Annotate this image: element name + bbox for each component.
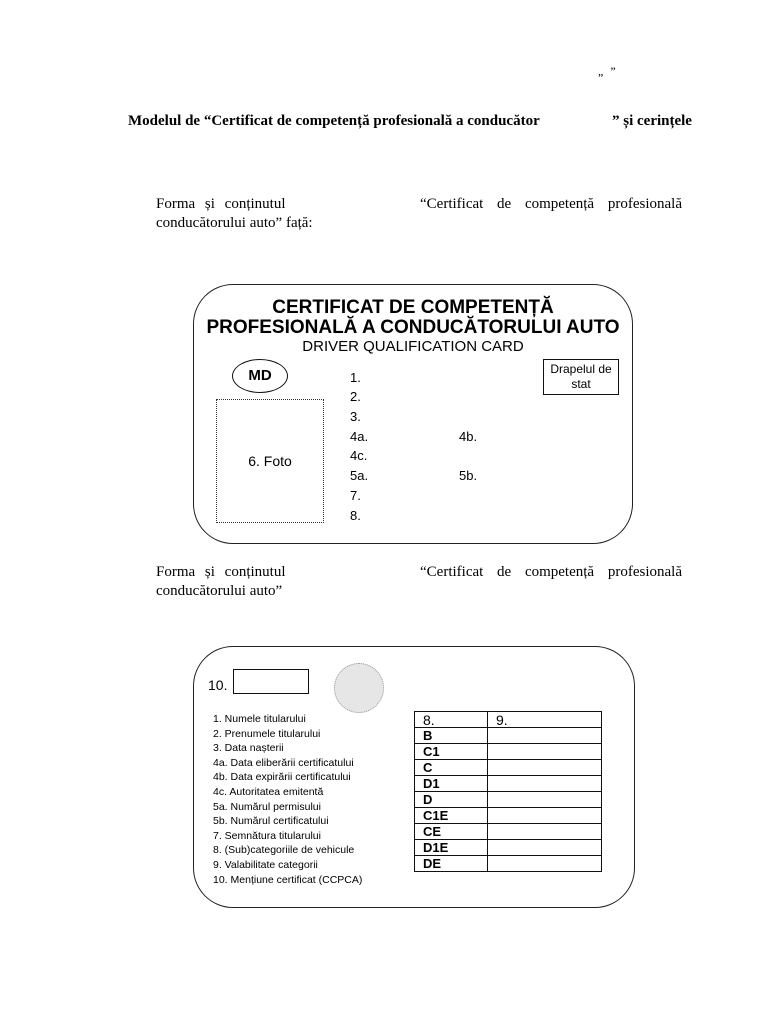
table-header-row: [415, 712, 602, 728]
field-2: 2.: [350, 389, 361, 404]
validity-cell: [488, 840, 602, 856]
category-cell: C1: [415, 744, 488, 760]
table-row: [415, 840, 602, 856]
card-back: [193, 646, 635, 908]
paragraph-front-line2: conducătorului auto” față:: [156, 215, 313, 231]
validity-cell: [488, 744, 602, 760]
field10-label: 10.: [208, 677, 228, 693]
field-4c: 4c.: [350, 448, 368, 463]
stamp-circle: [334, 663, 384, 713]
legend-item: 8. (Sub)categoriile de vehicule: [213, 844, 355, 857]
category-cell: B: [415, 728, 488, 744]
field-4b: 4b.: [459, 429, 478, 444]
validity-cell: [488, 792, 602, 808]
field-1: 1.: [350, 370, 361, 385]
paragraph-back-line1a: Forma și conținutul: [156, 564, 286, 580]
photo-label: 6. Foto: [248, 453, 292, 469]
legend-item: 5b. Numărul certificatului: [213, 815, 329, 828]
validity-cell: [488, 776, 602, 792]
paragraph-back-line2: conducătorului auto”: [156, 583, 283, 599]
table-row: [415, 760, 602, 776]
card-heading1: CERTIFICAT DE COMPETENȚĂ: [272, 297, 554, 318]
legend-item: 10. Mențiune certificat (CCPCA): [213, 873, 363, 886]
category-cell: C1E: [415, 808, 488, 824]
flag-label-line2: stat: [571, 377, 591, 391]
field-8: 8.: [350, 508, 361, 523]
field-5a: 5a.: [350, 468, 369, 483]
table-row: [415, 792, 602, 808]
card-heading2: PROFESIONALĂ A CONDUCĂTORULUI AUTO: [206, 317, 620, 338]
category-cell: D1: [415, 776, 488, 792]
flag-label-line1: Drapelul de: [550, 362, 612, 376]
validity-cell: [488, 824, 602, 840]
legend-item: 4b. Data expirării certificatului: [213, 771, 351, 784]
category-cell: CE: [415, 824, 488, 840]
photo-placeholder: [216, 399, 324, 523]
title-part2: ” și cerințele: [612, 113, 692, 129]
legend-item: 9. Valabilitate categorii: [213, 858, 318, 871]
category-cell: C: [415, 760, 488, 776]
legend-item: 3. Data nașterii: [213, 742, 284, 755]
legend-item: 5a. Numărul permisului: [213, 800, 321, 813]
legend-item: 2. Prenumele titularului: [213, 727, 321, 740]
table-header-8: 8.: [415, 712, 488, 728]
validity-cell: [488, 856, 602, 872]
field-4a: 4a.: [350, 429, 369, 444]
flag-box: [543, 359, 619, 395]
table-row: [415, 824, 602, 840]
field-5b: 5b.: [459, 468, 478, 483]
card-front: [193, 284, 633, 544]
table-row: [415, 744, 602, 760]
legend-item: 4a. Data eliberării certificatului: [213, 756, 354, 769]
table-row: [415, 776, 602, 792]
top-quotes: „ ”: [598, 64, 618, 78]
field-legend: [213, 712, 362, 887]
validity-cell: [488, 728, 602, 744]
validity-cell: [488, 760, 602, 776]
category-cell: D1E: [415, 840, 488, 856]
card-heading3: DRIVER QUALIFICATION CARD: [302, 338, 524, 355]
field10-box: [233, 669, 309, 694]
legend-item: 1. Numele titularului: [213, 713, 306, 725]
paragraph-back-line1b: “Certificat de competență profesională: [420, 564, 682, 580]
category-table: [414, 711, 602, 872]
table-row: [415, 856, 602, 872]
table-header-9: 9.: [488, 712, 602, 728]
country-code-oval: MD: [232, 359, 288, 393]
legend-item: 4c. Autoritatea emitentă: [213, 785, 324, 798]
table-row: [415, 808, 602, 824]
category-cell: DE: [415, 856, 488, 872]
field-3: 3.: [350, 409, 361, 424]
legend-item: 7. Semnătura titularului: [213, 829, 321, 842]
category-cell: D: [415, 792, 488, 808]
paragraph-front-line1a: Forma și conținutul: [156, 196, 286, 212]
paragraph-front-line1b: “Certificat de competență profesională: [420, 196, 682, 212]
field-7: 7.: [350, 488, 361, 503]
validity-cell: [488, 808, 602, 824]
title-part1: Modelul de “Certificat de competență profesională a conducător: [128, 113, 540, 129]
table-row: [415, 728, 602, 744]
